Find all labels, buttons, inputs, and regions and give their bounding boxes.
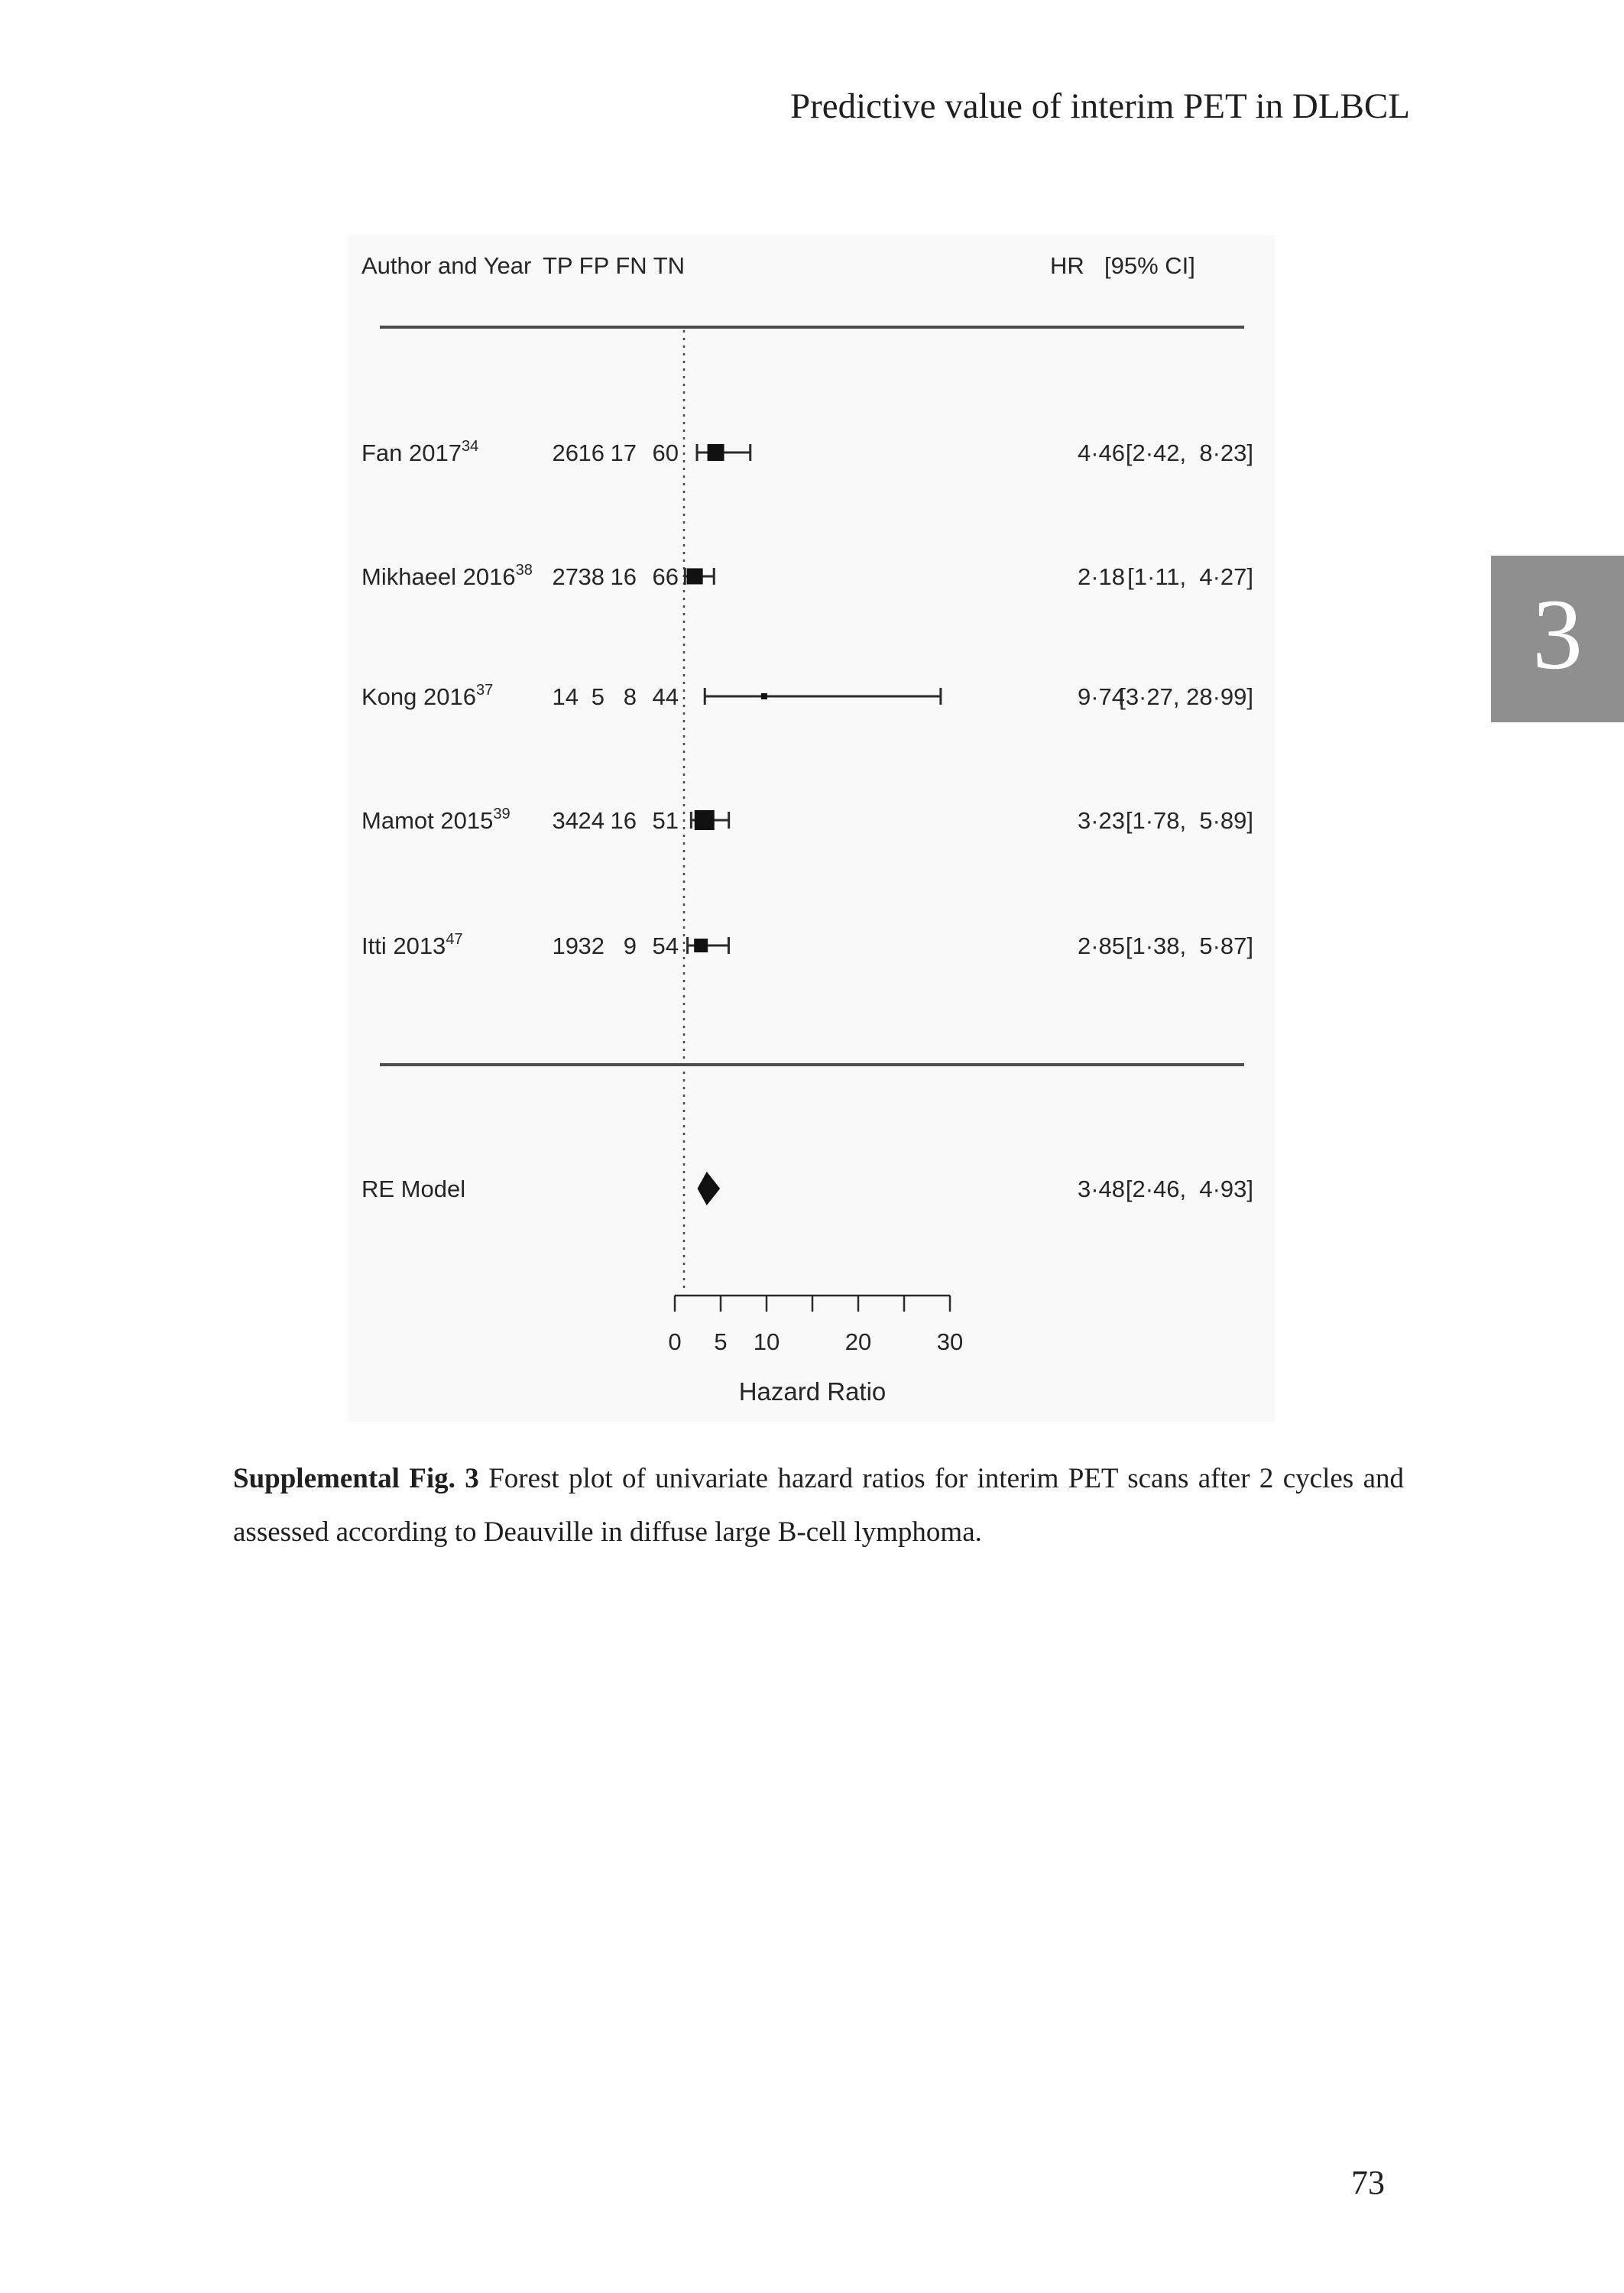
study-count: 27	[552, 563, 579, 590]
column-header-author: Author and Year	[361, 252, 532, 279]
hr-marker	[708, 444, 724, 461]
column-header-ci: [95% CI]	[1104, 252, 1195, 279]
hr-value: 4·46	[1077, 439, 1125, 466]
ci-value: [1·78, 5·89]	[1125, 807, 1253, 834]
study-count: 34	[552, 807, 579, 834]
chapter-tab	[1491, 556, 1624, 722]
study-author: Itti 2013$^{47}$	[361, 931, 463, 959]
study-count: 16	[610, 563, 637, 590]
study-count: 60	[652, 439, 679, 466]
study-count: 51	[652, 807, 679, 834]
study-count: 17	[610, 439, 637, 466]
study-author: Fan 2017$^{34}$	[361, 438, 479, 466]
study-count: 54	[652, 932, 679, 959]
study-count: 5	[591, 683, 605, 710]
study-count: 66	[652, 563, 679, 590]
caption-label: Supplemental Fig. 3	[233, 1463, 479, 1494]
hr-marker	[687, 569, 703, 585]
page-number: 73	[1351, 2164, 1385, 2201]
ci-value: [1·38, 5·87]	[1125, 932, 1253, 959]
hr-marker	[761, 693, 767, 699]
hr-marker	[694, 939, 708, 952]
hr-marker	[695, 810, 715, 830]
hr-value: 3·48	[1077, 1176, 1125, 1202]
study-count: 24	[578, 807, 605, 834]
study-count: 44	[652, 683, 679, 710]
summary-label: RE Model	[361, 1176, 466, 1202]
x-tick-label: 0	[668, 1328, 682, 1355]
study-count: 38	[578, 563, 605, 590]
x-tick-label: 20	[844, 1328, 872, 1355]
x-axis-label: Hazard Ratio	[738, 1377, 887, 1406]
hr-value: 2·85	[1077, 932, 1125, 959]
column-header-hr: HR	[1050, 252, 1084, 279]
study-author: Mamot 2015$^{39}$	[361, 806, 511, 834]
forest-row	[361, 806, 1253, 834]
forest-row	[361, 438, 1253, 466]
forest-plot-figure	[348, 235, 1275, 1422]
running-head: Predictive value of interim PET in DLBCL	[789, 86, 1410, 126]
chapter-number: 3	[1532, 578, 1583, 690]
forest-row	[361, 682, 1253, 710]
figure-caption	[233, 1452, 1404, 1559]
summary-row	[361, 1172, 1253, 1205]
ci-value: [2·42, 8·23]	[1125, 439, 1253, 466]
study-count: 26	[552, 439, 579, 466]
hr-value: 3·23	[1077, 807, 1125, 834]
ci-value: [2·46, 4·93]	[1125, 1176, 1253, 1202]
study-count: 19	[552, 932, 579, 959]
study-count: 32	[578, 932, 605, 959]
forest-plot	[348, 235, 1275, 1422]
forest-row	[361, 931, 1253, 959]
study-count: 8	[623, 683, 637, 710]
x-tick-label: 10	[753, 1328, 780, 1355]
study-count: 14	[552, 683, 579, 710]
summary-diamond	[698, 1172, 721, 1205]
study-count: 9	[623, 932, 637, 959]
study-author: Mikhaeel 2016$^{38}$	[361, 562, 533, 590]
hr-value: 9·74	[1077, 683, 1125, 710]
ci-value: [3·27, 28·99]	[1119, 683, 1253, 710]
study-author: Kong 2016$^{37}$	[361, 682, 494, 710]
hr-value: 2·18	[1077, 563, 1125, 590]
study-count: 16	[610, 807, 637, 834]
column-header-counts: TP FP FN TN	[543, 252, 686, 279]
forest-row	[361, 562, 1253, 590]
ci-value: [1·11, 4·27]	[1127, 563, 1253, 590]
x-tick-label: 30	[936, 1328, 964, 1355]
x-tick-label: 5	[714, 1328, 728, 1355]
study-count: 16	[578, 439, 605, 466]
caption-text: Forest plot of univariate hazard ratios for interim PET scans after 2 cycles and assessed according to Deauville in diffuse large B-cell lymphoma.	[233, 1463, 1404, 1548]
